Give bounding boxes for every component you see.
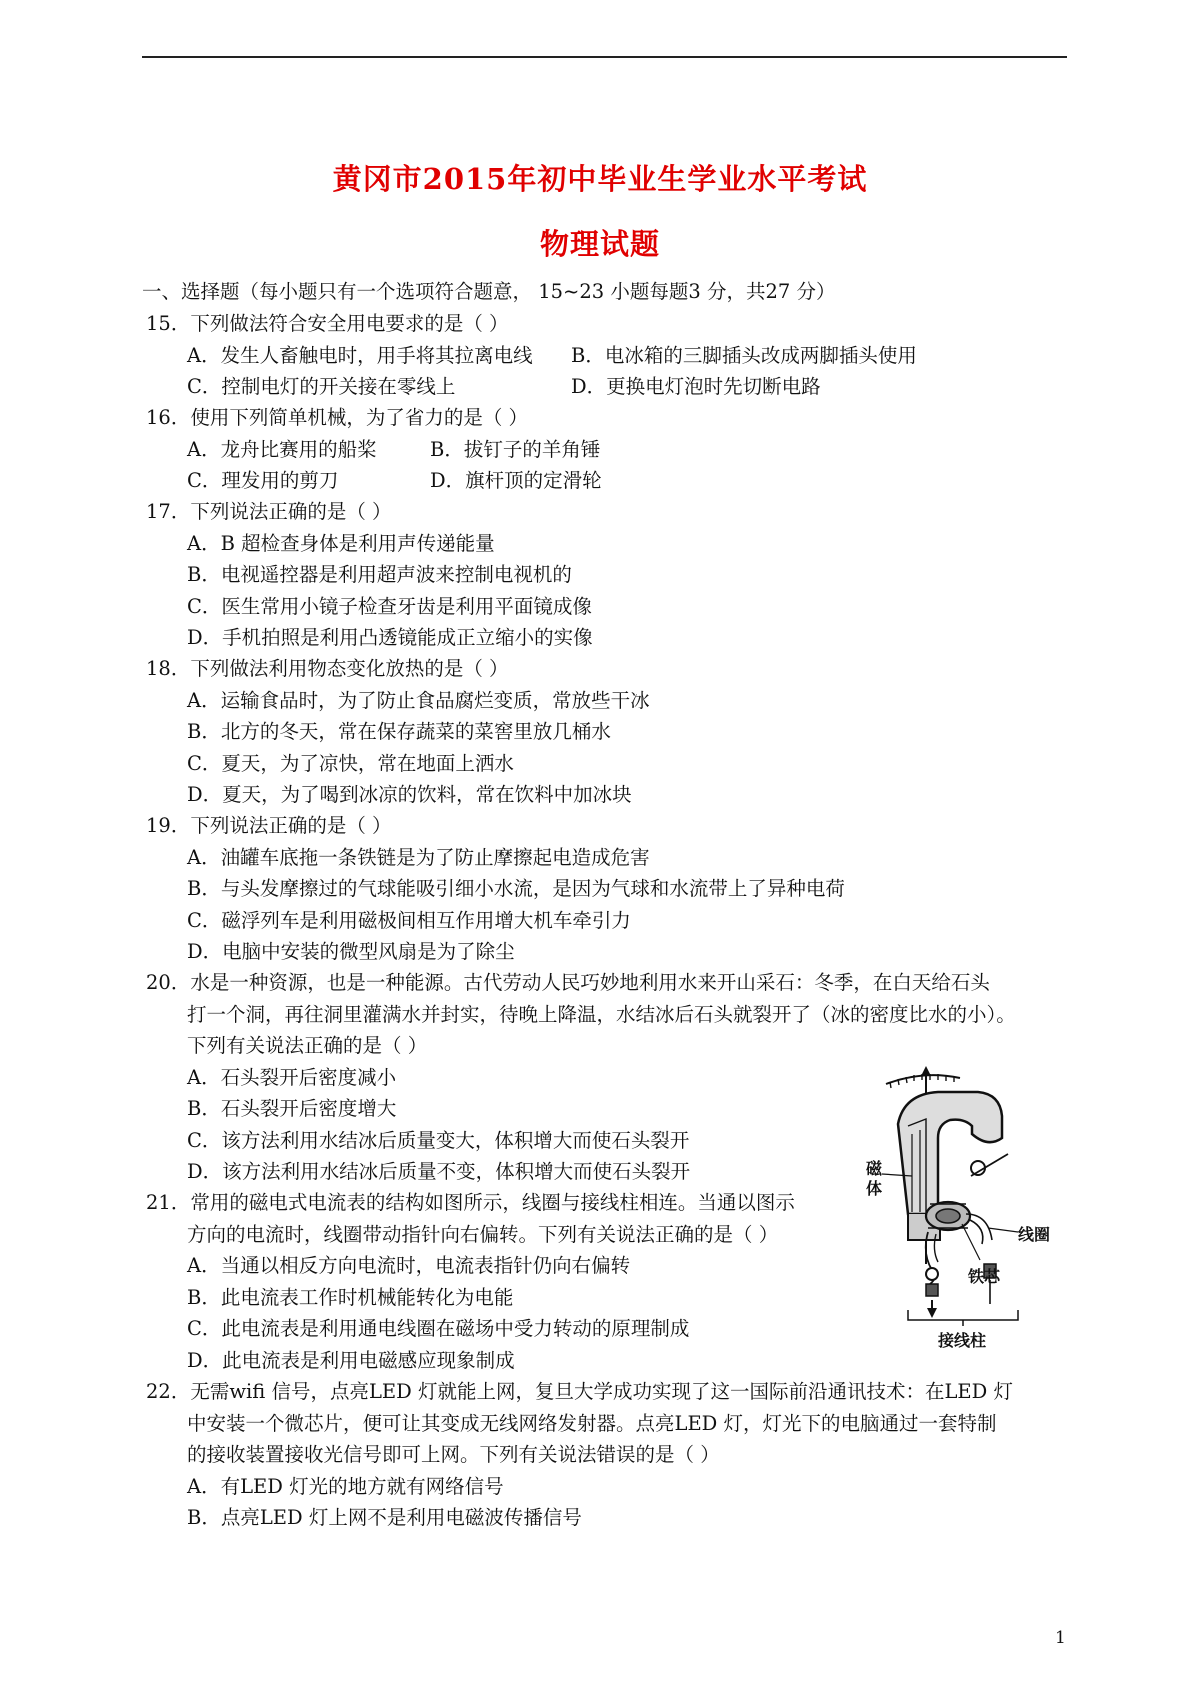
question-option: D．更换电灯泡时先切断电路	[571, 375, 821, 398]
label-terminal: 接线柱	[938, 1331, 987, 1350]
question-option: B．与头发摩擦过的气球能吸引细小水流，是因为气球和水流带上了异种电荷	[187, 877, 845, 900]
question-option: B．电冰箱的三脚插头改成两脚插头使用	[571, 344, 917, 367]
question-stem: 21．常用的磁电式电流表的结构如图所示，线圈与接线柱相连。当通以图示	[146, 1191, 795, 1214]
question-option: D．该方法利用水结冰后质量不变，体积增大而使石头裂开	[187, 1160, 691, 1183]
question-stem: 22．无需wifi 信号，点亮LED 灯就能上网，复旦大学成功实现了这一国际前沿通讯技术：在LED 灯	[146, 1380, 1013, 1403]
page-number: 1	[1055, 1628, 1066, 1648]
question-option: B．电视遥控器是利用超声波来控制电视机的	[187, 563, 572, 586]
galvanometer-diagram	[868, 1064, 1068, 1354]
question-option: B．拔钉子的羊角锤	[430, 438, 601, 461]
question-stem-continued: 打一个洞，再往洞里灌满水并封实，待晚上降温，水结冰后石头就裂开了（冰的密度比水的小）。	[187, 1003, 1016, 1026]
question-option: A．运输食品时，为了防止食品腐烂变质，常放些干冰	[187, 689, 650, 712]
pointer-tip	[921, 1066, 931, 1076]
page-subtitle: 物理试题	[539, 227, 660, 261]
label-core: 铁芯	[968, 1267, 1001, 1286]
label-magnet-b: 体	[866, 1179, 883, 1198]
question-stem: 15．下列做法符合安全用电要求的是（ ）	[146, 312, 509, 335]
question-option: C．夏天，为了凉快，常在地面上洒水	[187, 752, 514, 775]
question-option: C．控制电灯的开关接在零线上	[187, 375, 456, 398]
question-option: B．此电流表工作时机械能转化为电能	[187, 1286, 514, 1309]
question-option: D．夏天，为了喝到冰凉的饮料，常在饮料中加冰块	[187, 783, 632, 806]
question-option: A．发生人畜触电时，用手将其拉离电线	[187, 344, 533, 367]
question-option: A．B 超检查身体是利用声传递能量	[187, 532, 495, 555]
question-option: D．旗杆顶的定滑轮	[430, 469, 602, 492]
question-option: B．点亮LED 灯上网不是利用电磁波传播信号	[187, 1506, 582, 1529]
question-stem-continued: 方向的电流时，线圈带动指针向右偏转。下列有关说法正确的是（ ）	[187, 1223, 779, 1246]
question-stem: 20．水是一种资源，也是一种能源。古代劳动人民巧妙地利用水来开山采石：冬季，在白天给石头	[146, 971, 990, 994]
question-option: C．该方法利用水结冰后质量变大，体积增大而使石头裂开	[187, 1129, 690, 1152]
question-stem-continued: 下列有关说法正确的是（ ）	[187, 1034, 428, 1057]
question-option: C．磁浮列车是利用磁极间相互作用增大机车牵引力	[187, 909, 631, 932]
question-option: C．理发用的剪刀	[187, 469, 339, 492]
core	[936, 1209, 960, 1223]
question-stem: 18．下列做法利用物态变化放热的是（ ）	[146, 657, 509, 680]
question-stem-continued: 的接收装置接收光信号即可上网。下列有关说法错误的是（ ）	[187, 1443, 720, 1466]
scale-arc	[886, 1075, 960, 1084]
question-option: A．当通以相反方向电流时，电流表指针仍向右偏转	[187, 1254, 631, 1277]
terminal-left	[926, 1284, 938, 1296]
question-option: D．电脑中安装的微型风扇是为了除尘	[187, 940, 515, 963]
question-option: A．油罐车底拖一条铁链是为了防止摩擦起电造成危害	[187, 846, 650, 869]
question-stem: 19．下列说法正确的是（ ）	[146, 814, 392, 837]
page-title: 黄冈市2015年初中毕业生学业水平考试	[332, 162, 868, 196]
label-coil: 线圈	[1018, 1225, 1051, 1244]
question-stem: 17．下列说法正确的是（ ）	[146, 500, 392, 523]
label-magnet-a: 磁	[866, 1159, 883, 1178]
question-option: A．有LED 灯光的地方就有网络信号	[187, 1475, 504, 1498]
question-option: B．石头裂开后密度增大	[187, 1097, 397, 1120]
question-stem: 16．使用下列简单机械，为了省力的是（ ）	[146, 406, 529, 429]
question-option: D．此电流表是利用电磁感应现象制成	[187, 1349, 515, 1372]
question-option: B．北方的冬天，常在保存蔬菜的菜窖里放几桶水	[187, 720, 611, 743]
question-option: C．此电流表是利用通电线圈在磁场中受力转动的原理制成	[187, 1317, 690, 1340]
question-option: A．龙舟比赛用的船桨	[187, 438, 377, 461]
question-option: D．手机拍照是利用凸透镜能成正立缩小的实像	[187, 626, 593, 649]
header-rule	[142, 56, 1067, 58]
galvanometer-figure	[868, 1064, 1068, 1354]
question-option: C．医生常用小镜子检查牙齿是利用平面镜成像	[187, 595, 592, 618]
question-stem-continued: 中安装一个微芯片，便可让其变成无线网络发射器。点亮LED 灯，灯光下的电脑通过一套特制	[187, 1412, 997, 1435]
section-heading: 一、选择题（每小题只有一个选项符合题意， 15~23 小题每题3 分，共27 分）	[142, 280, 836, 303]
question-option: A．石头裂开后密度减小	[187, 1066, 397, 1089]
magnet-body	[898, 1092, 1002, 1214]
